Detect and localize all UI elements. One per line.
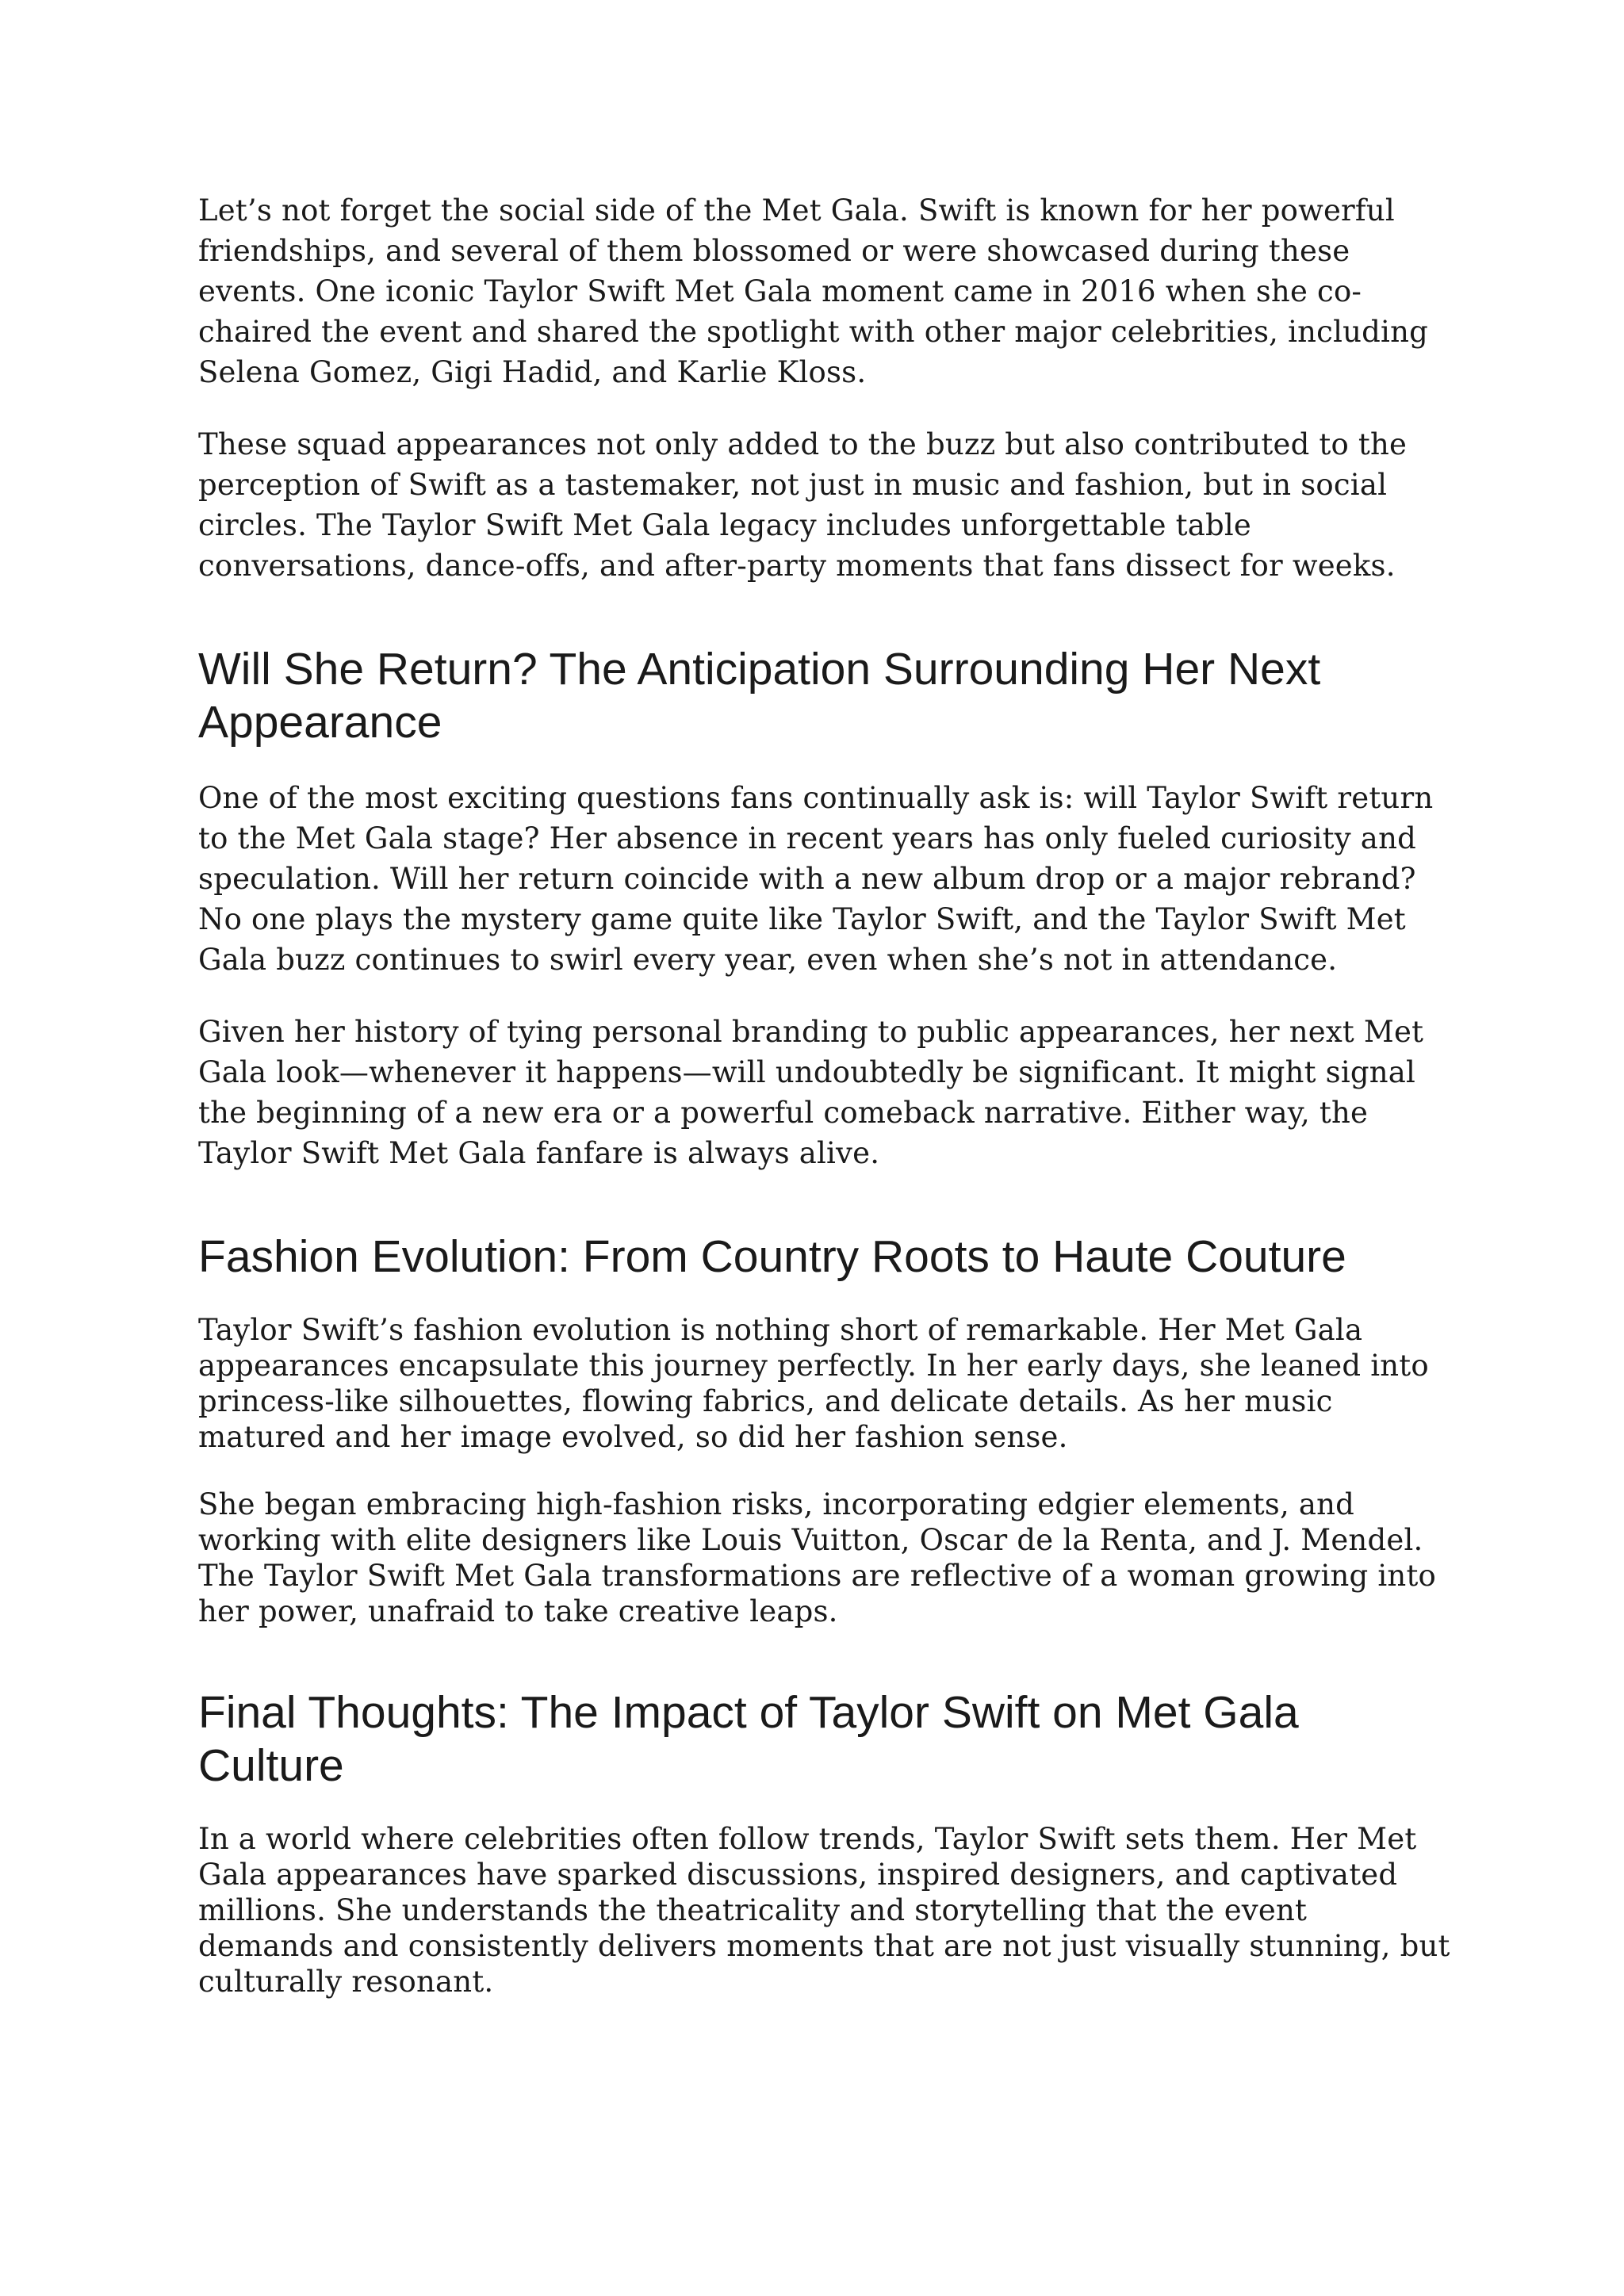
paragraph-social-1: Let’s not forget the social side of the Met Gala. Swift is known for her powerful friendships, and several of them blossomed or were showcased during these events. One iconic Taylor Swift Met Gala moment came in 2016 when she co-chaired the event and shared the spotlight with other major celebrities, including Selena Gomez, Gigi Hadid, and Karlie Kloss. xyxy=(198,193,1428,389)
paragraph-fashion-2: She began embracing high-fashion risks, incorporating edgier elements, and working with elite designers like Louis Vuitton, Oscar de la Renta, and J. Mendel. The Taylor Swift Met Gala transformations are reflective of a woman growing into her power, unafraid to take creative leaps. xyxy=(198,1487,1437,1628)
heading-final-thoughts: Final Thoughts: The Impact of Taylor Swift on Met Gala Culture xyxy=(198,1687,1299,1791)
heading-fashion-evolution: Fashion Evolution: From Country Roots to Haute Couture xyxy=(198,1231,1346,1282)
paragraph-return-2: Given her history of tying personal branding to public appearances, her next Met Gala look—whenever it happens—will undoubtedly be significant. It might signal the beginning of a new era or a powerful comeback narrative. Either way, the Taylor Swift Met Gala fanfare is always alive. xyxy=(198,1015,1424,1170)
paragraph-fashion-1: Taylor Swift’s fashion evolution is nothing short of remarkable. Her Met Gala appearances encapsulate this journey perfectly. In her early days, she leaned into princess-like silhouettes, flowing fabrics, and delicate details. As her music matured and her image evolved, so did her fashion sense. xyxy=(198,1313,1429,1454)
article-body xyxy=(198,190,1451,1999)
paragraph-social-2: These squad appearances not only added to the buzz but also contributed to the perception of Swift as a tastemaker, not just in music and fashion, but in social circles. The Taylor Swift Met Gala legacy includes unforgettable table conversations, dance-offs, and after-party moments that fans dissect for weeks. xyxy=(198,427,1408,583)
paragraph-return-1: One of the most exciting questions fans continually ask is: will Taylor Swift return to the Met Gala stage? Her absence in recent years has only fueled curiosity and speculation. Will her return coincide with a new album drop or a major rebrand? No one plays the mystery game quite like Taylor Swift, and the Taylor Swift Met Gala buzz continues to swirl every year, even when she’s not in attendance. xyxy=(198,781,1434,977)
paragraph-final-1: In a world where celebrities often follow trends, Taylor Swift sets them. Her Met Gala appearances have sparked discussions, inspired designers, and captivated millions. She understands the theatricality and storytelling that the event demands and consistently delivers moments that are not just visually stunning, but culturally resonant. xyxy=(198,1822,1450,1999)
heading-will-she-return: Will She Return? The Anticipation Surrounding Her Next Appearance xyxy=(198,644,1321,748)
